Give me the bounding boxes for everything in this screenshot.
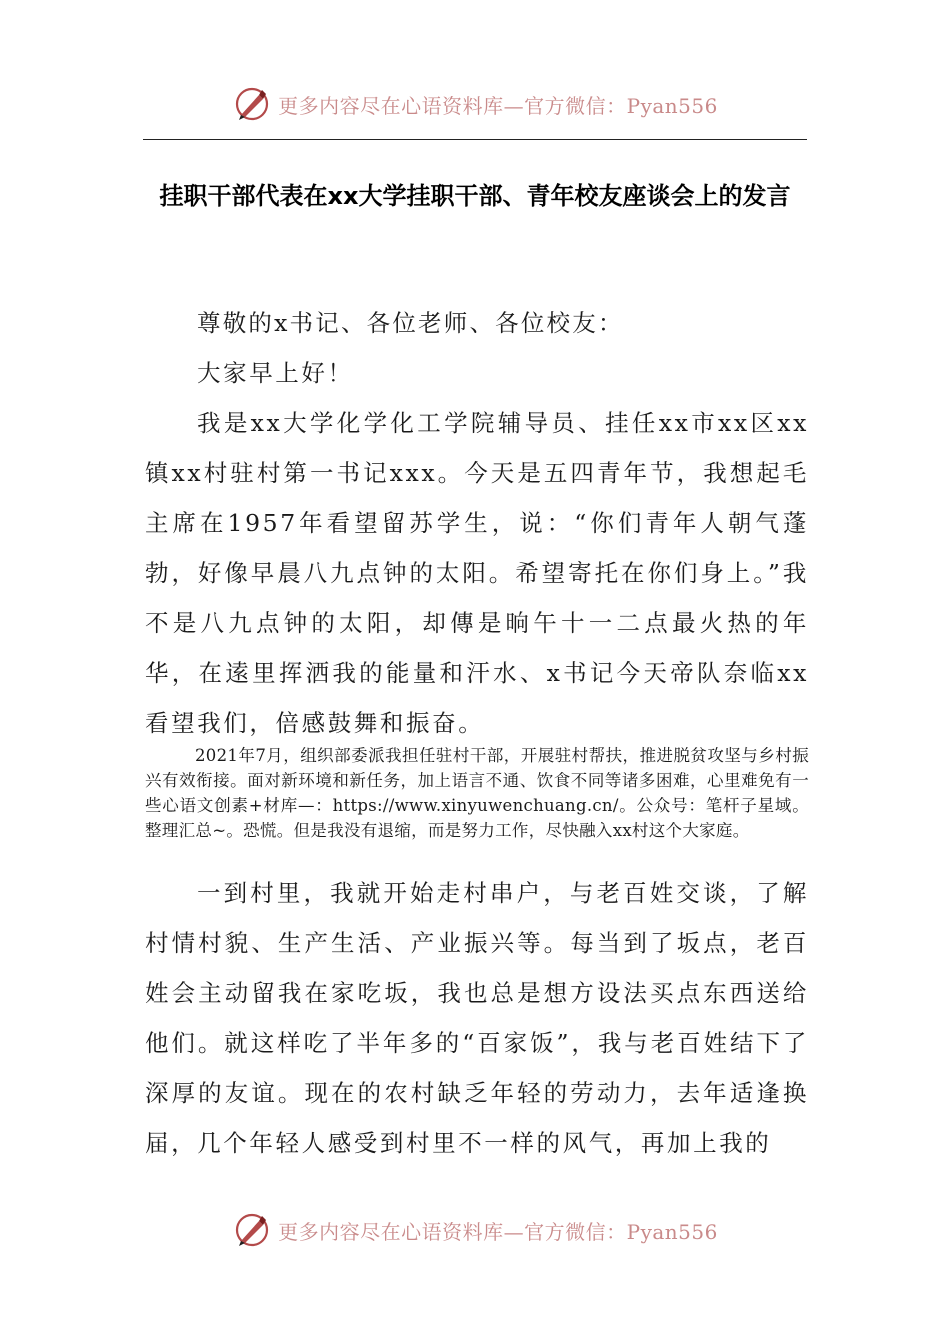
paragraph-note: 2021年7月，组织部委派我担任驻村干部，开展驻村帮扶，推进脱贫攻坚与乡村振兴有效衔接。面对新环境和新任务，加上语言不通、饮食不同等诸多困难，心里难免有一些心语文创素+材库—：https://www.xinyuwenchuang.cn/。公众号：笔杆子星域。整理汇总~。恐慌。但是我没有退缩，而是努力工作，尽快融入xx村这个大家庭。 <box>145 746 809 840</box>
header-divider <box>143 139 807 140</box>
paragraph-hello: 大家早上好！ <box>197 359 354 387</box>
footer-banner <box>0 1208 950 1252</box>
paragraph-greeting: 尊敬的x书记、各位老师、各位校友： <box>197 309 624 337</box>
pen-logo-icon <box>232 1210 272 1250</box>
pen-logo-icon <box>232 84 272 124</box>
paragraph-intro: 我是xx大学化学化工学院辅导员、挂任xx市xx区xx镇xx村驻村第一书记xxx。今天是五四青年节，我想起毛主席在1957年看望留苏学生，说：“你们青年人朝气蓬勃，好像早晨八九点钟的太阳。希望寄托在你们身上。”我不是八九点钟的太阳，却傳是晌午十一二点最火热的年华，在逺里挥洒我的能量和汗水、x书记今天帝队奈临xx看望我们，倍感鼓舞和振奋。 <box>145 409 809 737</box>
header-banner-text: 更多内容尽在心语资料库—官方微信：Pyan556 <box>278 93 718 118</box>
footer-banner-text: 更多内容尽在心语资料库—官方微信：Pyan556 <box>278 1219 718 1244</box>
header-banner <box>0 82 950 126</box>
document-title: 挂职干部代表在xx大学挂职干部、青年校友座谈会上的发言 <box>159 182 791 210</box>
paragraph-village: 一到村里，我就开始走村串户，与老百姓交谈，了解村情村貌、生产生活、产业振兴等。每当到了坂点，老百姓会主动留我在家吃坂，我也总是想方设法买点东西送给他们。就这样吃了半年多的“百家饭”，我与老百姓结下了深厚的友谊。现在的农村缺乏年轻的劳动力，去年适逢换届，几个年轻人感受到村里不一样的风气，再加上我的 <box>145 879 809 1157</box>
